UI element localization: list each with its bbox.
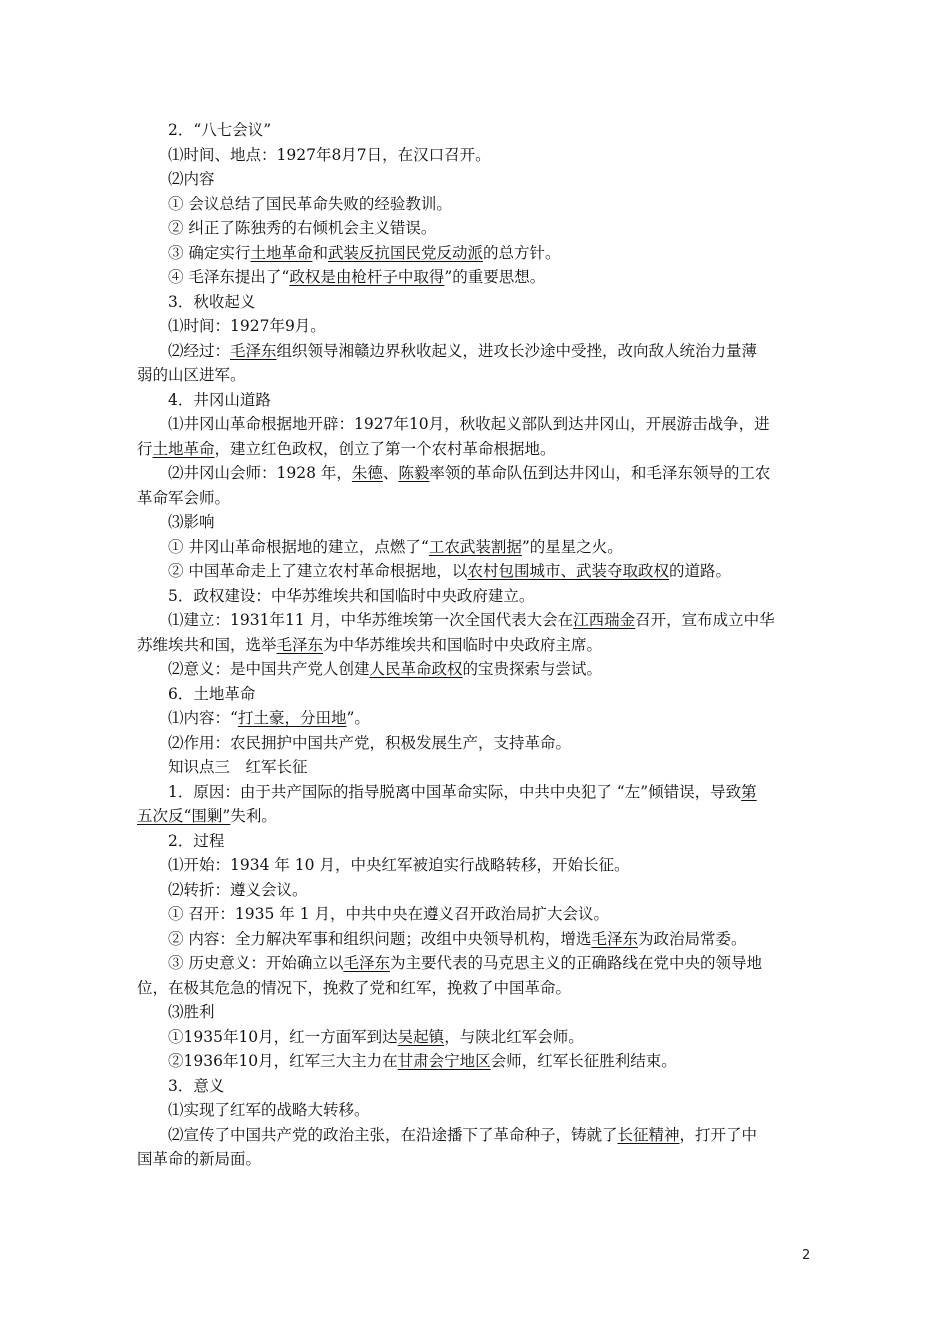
text-line [137,608,817,633]
text-line [137,559,817,584]
text-segment: 为中华苏维埃共和国临时中央政府主席。 [323,635,603,654]
text-segment: 2．过程 [168,831,225,850]
text-line [137,118,817,143]
text-line [137,216,817,241]
underlined-key-term: 江西瑞金 [573,611,636,629]
text-segment: ⑴内容：“ [168,709,238,727]
underlined-key-term: 农村包围城市、武装夺取政权 [467,562,669,580]
text-segment: 的总方针。 [482,243,561,262]
underlined-key-term: 陈毅 [398,464,430,482]
text-segment: ⑵意义：是中国共产党人创建 [168,660,370,678]
page-number: 2 [802,1248,811,1263]
text-line [137,241,817,266]
text-segment: 失利。 [230,807,277,825]
text-line [137,437,817,462]
text-line [137,829,817,854]
text-segment: ⑵宣传了中国共产党的政治主张，在沿途播下了革命种子，铸就了 [168,1125,618,1144]
text-segment: ②1936年10月，红军三大主力在 [168,1052,398,1070]
text-segment: 国革命的新局面。 [137,1150,262,1168]
text-line [137,265,817,290]
text-segment: ⑴时间、地点：1927年8月7日，在汉口召开。 [168,145,491,164]
text-segment: ② 中国革命走上了建立农村革命根据地，以 [168,562,468,580]
underlined-key-term: 毛泽东 [276,635,324,654]
text-segment: ② 纠正了陈独秀的右倾机会主义错误。 [168,219,437,237]
text-line [137,388,817,413]
text-segment: ② 内容：全力解决军事和组织问题；改组中央领导机构，增选 [168,929,592,948]
text-line [137,1098,817,1123]
text-line [137,584,817,609]
text-line [137,339,817,364]
underlined-key-term: 五次反“围剿” [137,807,231,825]
underlined-key-term: 毛泽东 [591,929,638,948]
text-line [137,1147,817,1172]
underlined-key-term: 工农武装割据 [428,537,522,556]
text-segment: ⑵内容 [168,170,215,188]
text-line [137,1000,817,1025]
text-line [137,976,817,1001]
text-line [137,633,817,658]
text-line [137,143,817,168]
text-segment: ① 召开：1935 年 1 月，中共中央在遵义召开政治局扩大会议。 [168,905,610,923]
text-segment: ”的重要思想。 [444,268,546,286]
text-line [137,461,817,486]
underlined-key-term: 长征精神 [617,1125,680,1144]
text-segment: ⑴开始：1934 年 10 月，中央红军被迫实行战略转移，开始长征。 [168,856,630,874]
text-segment: ⑶胜利 [168,1003,215,1021]
text-segment: 会师，红军长征胜利结束。 [490,1052,677,1070]
text-segment: ⑵作用：农民拥护中国共产党，积极发展生产，支持革命。 [168,733,572,752]
text-segment: 、 [382,464,399,482]
text-segment: 率领的革命队伍到达井冈山，和毛泽东领导的工农 [429,464,771,482]
underlined-key-term: 武装反抗国民党反动派 [327,243,483,262]
text-line [137,731,817,756]
text-segment: 革命军会师。 [137,488,231,507]
text-line [137,510,817,535]
underlined-key-term: 政权是由枪杆子中取得 [289,268,445,286]
text-segment: 的道路。 [668,562,731,580]
text-segment: ③ 确定实行 [168,243,251,262]
text-line [137,706,817,731]
text-line [137,657,817,682]
text-segment: 召开，宣布成立中华 [635,611,775,629]
text-line [137,927,817,952]
underlined-key-term: 土地革命 [250,243,313,262]
text-segment: ⑴时间：1927年9月。 [168,317,326,335]
text-line [137,755,817,780]
text-segment: 苏维埃共和国，选举 [137,635,277,654]
text-segment: ⑶影响 [168,513,215,531]
text-segment: ，建立红色政权，创立了第一个农村革命根据地。 [214,439,556,458]
text-segment: ，打开了中 [679,1125,758,1144]
text-line [137,535,817,560]
text-line [137,192,817,217]
text-segment: ① 井冈山革命根据地的建立，点燃了“ [168,537,429,556]
underlined-key-term: 第 [741,782,757,801]
document-body [137,118,817,1172]
underlined-key-term: 人民革命政权 [369,660,463,678]
text-segment: ⑵井冈山会师：1928 年， [168,464,352,482]
text-segment: 为政治局常委。 [637,929,747,948]
text-segment: 3．秋收起义 [168,292,256,311]
text-segment: ”。 [346,709,370,727]
underlined-key-term: 毛泽东 [230,341,277,360]
underlined-key-term: 吴起镇 [397,1027,445,1046]
text-segment: 的宝贵探索与尝试。 [462,660,603,678]
text-segment: 知识点三 红军长征 [168,758,308,776]
text-line [137,290,817,315]
text-line [137,902,817,927]
underlined-key-term: 甘肃会宁地区 [397,1052,491,1070]
text-segment: ，与陕北红军会师。 [444,1027,584,1046]
text-line [137,853,817,878]
underlined-key-term: 朱德 [351,464,383,482]
text-segment: ⑴实现了红军的战略大转移。 [168,1101,370,1119]
text-line [137,314,817,339]
text-segment: 5．政权建设：中华苏维埃共和国临时中央政府建立。 [168,586,535,605]
text-segment: 位，在极其危急的情况下，挽救了党和红军，挽救了中国革命。 [137,978,572,997]
text-segment: 组织领导湘赣边界秋收起义，进攻长沙途中受挫，改向敌人统治力量薄 [276,341,758,360]
text-segment: 3．意义 [168,1076,225,1095]
text-line [137,167,817,192]
text-segment: 行 [137,439,153,458]
text-segment: ③ 历史意义：开始确立以 [168,954,344,972]
text-segment: 2．“八七会议” [168,121,272,139]
text-segment: 和 [312,243,328,262]
text-line [137,486,817,511]
text-segment: 4．井冈山道路 [168,390,271,409]
text-segment: ④ 毛泽东提出了“ [168,268,290,286]
text-segment: 6．土地革命 [168,684,256,703]
text-line [137,1025,817,1050]
text-segment: ①1935年10月，红一方面军到达 [168,1027,398,1046]
text-segment: 为主要代表的马克思主义的正确路线在党中央的领导地 [389,954,762,972]
text-segment: 弱的山区进军。 [137,366,246,384]
text-segment: ⑵经过： [168,341,231,360]
text-segment: ”的星星之火。 [521,537,623,556]
text-line [137,1049,817,1074]
text-line [137,1123,817,1148]
text-line [137,1074,817,1099]
text-line [137,878,817,903]
text-line [137,804,817,829]
text-line [137,412,817,437]
underlined-key-term: 打土豪，分田地 [237,709,347,727]
underlined-key-term: 土地革命 [152,439,215,458]
text-segment: 1．原因：由于共产国际的指导脱离中国革命实际，中共中央犯了 “左”倾错误，导致 [168,782,742,801]
text-line [137,780,817,805]
text-line [137,682,817,707]
text-segment: ⑴井冈山革命根据地开辟：1927年10月，秋收起义部队到达井冈山，开展游击战争，进 [168,415,770,433]
text-segment: ⑴建立：1931年11 月，中华苏维埃第一次全国代表大会在 [168,611,574,629]
text-segment: ⑵转折：遵义会议。 [168,880,308,899]
text-segment: ① 会议总结了国民革命失败的经验教训。 [168,194,452,213]
text-line [137,363,817,388]
underlined-key-term: 毛泽东 [343,954,390,972]
text-line [137,951,817,976]
